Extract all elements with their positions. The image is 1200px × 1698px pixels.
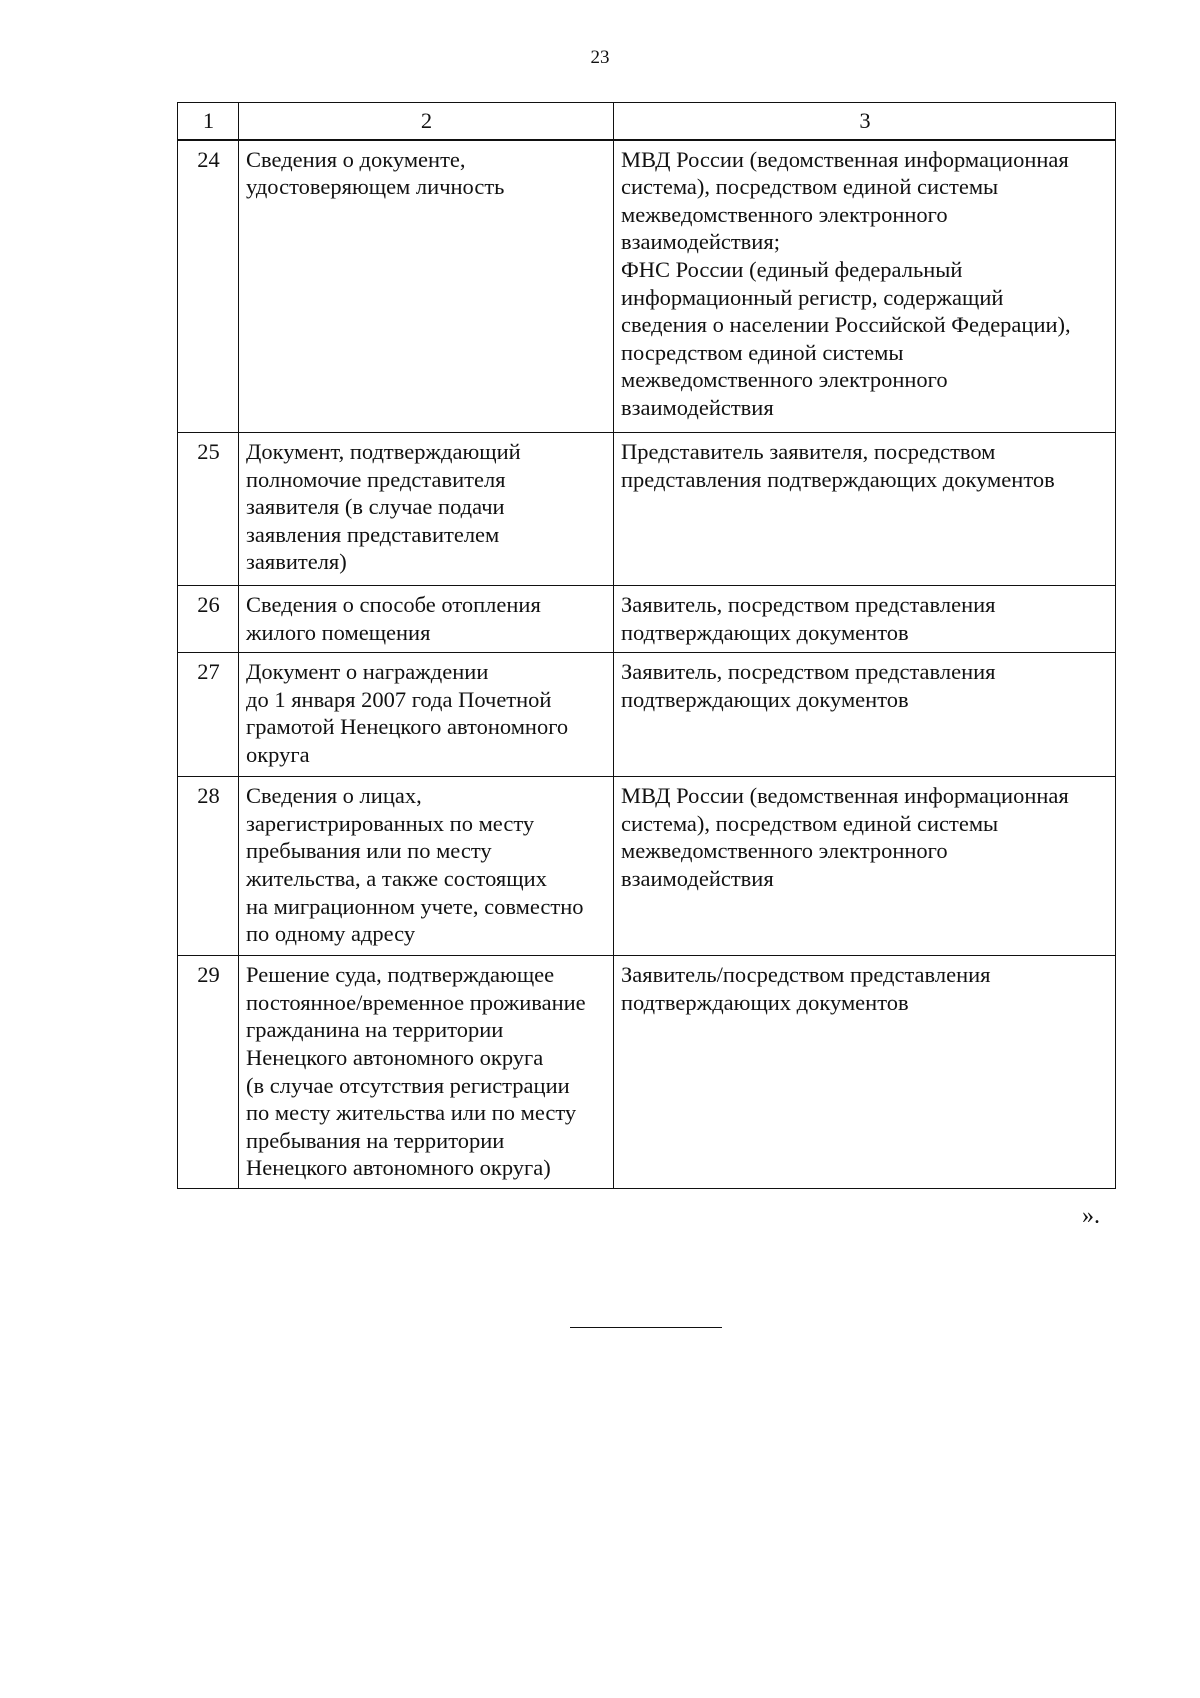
document-cell: Решение суда, подтверждающее постоянное/временное проживание гражданина на территории Ненецкого автономного округа (в случае отсутствия регистрации по месту жительства или по месту пребывания на территории Ненецкого автономного округа) [239,956,614,1189]
closing-quote-mark: ». [1082,1203,1100,1229]
source-cell: Заявитель, посредством представления подтверждающих документов [614,586,1116,653]
row-number: 26 [178,586,239,653]
row-number: 29 [178,956,239,1189]
document-cell: Сведения о документе, удостоверяющем личность [239,140,614,433]
row-number: 27 [178,653,239,777]
document-cell: Сведения о лицах, зарегистрированных по месту пребывания или по месту жительства, а также состоящих на миграционном учете, совместно по одному адресу [239,777,614,956]
source-cell: МВД России (ведомственная информационная система), посредством единой системы межведомственного электронного взаимодействия; ФНС России (единый федеральный информационный регистр, содержащий сведения о населении Российской Федерации), посредством единой системы межведомственного электронного взаимодействия [614,140,1116,433]
document-cell: Документ о награждении до 1 января 2007 года Почетной грамотой Ненецкого автономного округа [239,653,614,777]
table-row [178,586,1116,653]
document-cell: Документ, подтверждающий полномочие представителя заявителя (в случае подачи заявления представителем заявителя) [239,433,614,586]
table-row [178,956,1116,1189]
source-cell: Представитель заявителя, посредством представления подтверждающих документов [614,433,1116,586]
end-rule-line [570,1327,722,1328]
row-number: 24 [178,140,239,433]
table-row [178,653,1116,777]
table-header-row [178,103,1116,140]
table-row [178,140,1116,433]
documents-table [177,102,1116,1189]
source-cell: Заявитель/посредством представления подтверждающих документов [614,956,1116,1189]
source-cell: МВД России (ведомственная информационная система), посредством единой системы межведомственного электронного взаимодействия [614,777,1116,956]
table-row [178,433,1116,586]
column-header-1: 1 [178,103,239,140]
page-number: 23 [590,47,610,68]
document-cell: Сведения о способе отопления жилого помещения [239,586,614,653]
column-header-3: 3 [614,103,1116,140]
row-number: 25 [178,433,239,586]
row-number: 28 [178,777,239,956]
column-header-2: 2 [239,103,614,140]
source-cell: Заявитель, посредством представления подтверждающих документов [614,653,1116,777]
table-row [178,777,1116,956]
